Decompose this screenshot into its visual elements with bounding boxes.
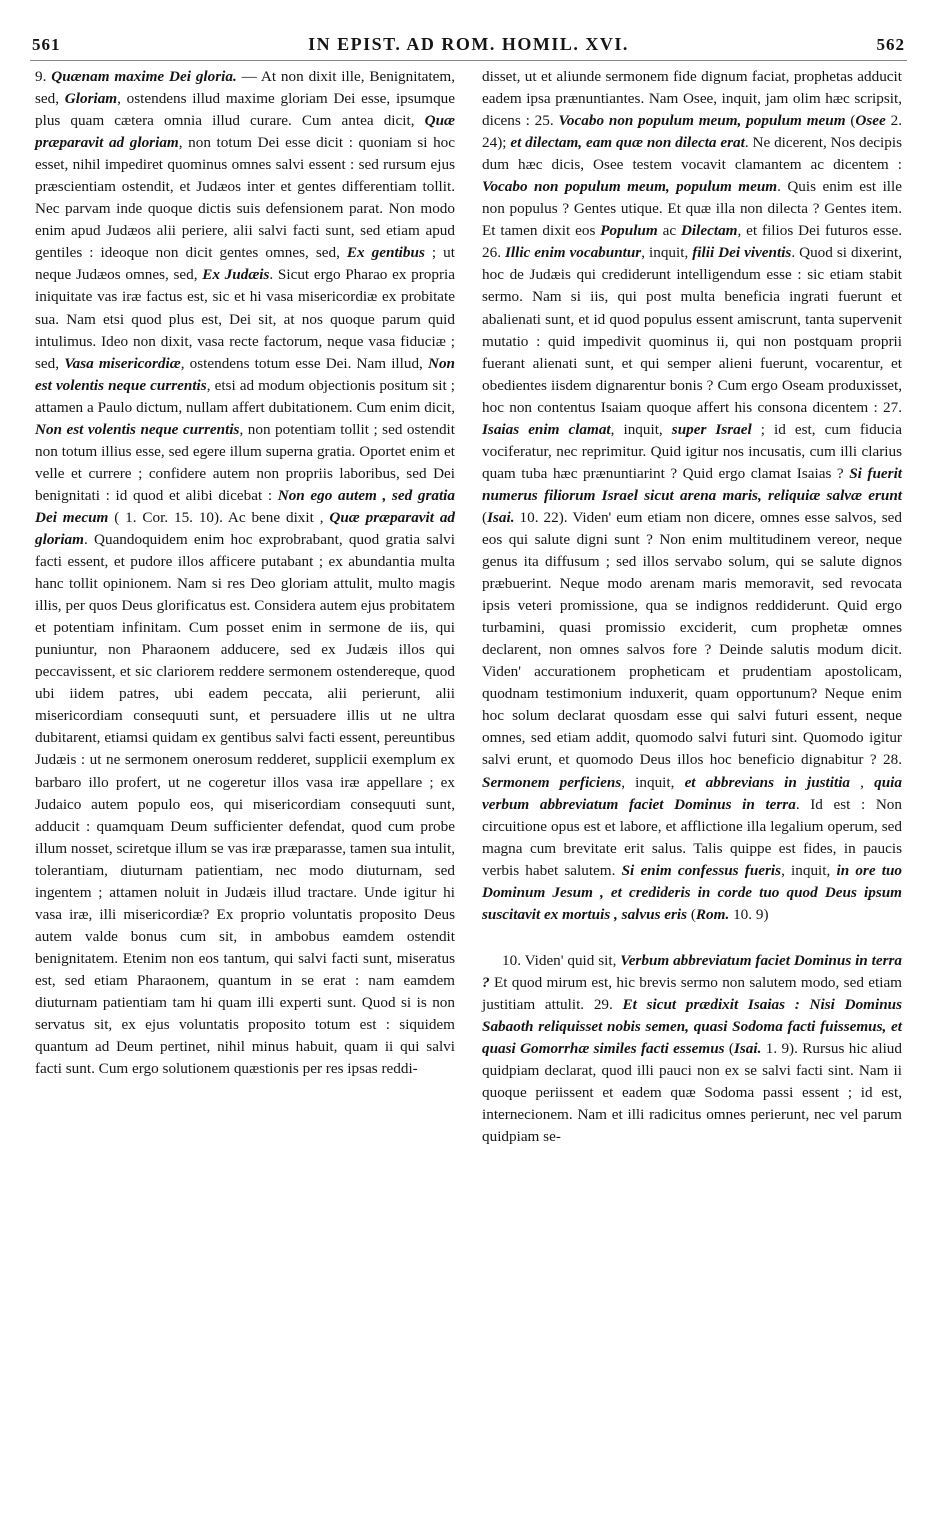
italic-citation: Si enim confessus fueris (621, 861, 782, 879)
italic-citation: Quænam maxime Dei gloria. (51, 68, 237, 85)
italic-citation: Et sicut prædixit Isaias : Nisi Dominus Sabaoth reliquisset nobis semen, quasi Sodoma facti fuissemus, et quasi Gomorrhæ similes facti essemus (482, 995, 902, 1058)
italic-citation: Ex gentibus (346, 244, 425, 262)
italic-citation: super Israel (671, 420, 752, 438)
italic-citation: Non ego autem , sed gratia Dei mecum (35, 486, 455, 526)
paragraph-9: 9. Quænam maxime Dei gloria. — At non dixit ille, Benignitatem, sed, Gloriam, ostendens illud maxime gloriam Dei esse, ipsumque plus quam cætera omnia illud curare. Cum antea dicit, Quæ præparavit ad gloriam, non totum Dei esse dicit : quoniam si hoc esset, nihil impediret quominus omnes salvi essent : sed rursum ejus præscientiam ostendit, et Judæos inter et gentes differentiam tollit. Nec parvam inde quoque dictis suis defensionem parat. Non modo enim apud Judæos alii periere, alii salvi facti sunt, sed etiam apud gentiles : ideoque non dicit gentes omnes, sed, Ex gentibus ; ut neque Judæos omnes, sed, Ex Judæis. Sicut ergo Pharao ex propria iniquitate vas iræ factus est, sic et hi vasa misericordiæ ex probitate sua. Nam etsi quod plus est, Dei sit, at nos quoque parum quid intulimus. Ideo non dixit, vasa recte factorum, neque vasa fiduciæ ; sed, Vasa misericordiæ, ostendens totum esse Dei. Nam illud, Non est volentis neque currentis, etsi ad modum objectionis positum sit ; attamen a Paulo dictum, nullam affert dubitationem. Cum enim dicit, Non est volentis neque currentis, non potentiam tollit ; sed ostendit non totum illius esse, sed egere illum superna gratia. Oportet enim et velle et currere ; confidere autem non propriis laboribus, sed Dei benignitati : id quod et alibi dicebat : Non ego autem , sed gratia Dei mecum ( 1. Cor. 15. 10). Ac bene dixit , Quæ præparavit ad gloriam. Quandoquidem enim hoc exprobrabant, quod gratia salvi facti essent, et pudore illos afficere putabant ; ex abundantia multa hanc tollit opinionem. Nam si res Deo gloriam attulit, multo magis illis, per quos Deus glorificatus est. Considera autem ejus probitatem et potentiam infinitam. Cum posset enim in sermone de iis, qui puniuntur, non Pharaonem adducere, sed ex Judæis illos qui peccavissent, et sic clariorem reddere sermonem ostendereque, quod ubi iidem patres, ubi eadem peccata, alii perierunt, alii misericordiam consequuti sunt, et persuadere illis ut ne ultra dubitarent, etiamsi quidam ex gentibus salvi facti essent, pereuntibus Judæis : ut ne sermonem onerosum redderet, supplicii exemplum ex barbaro illo profert, ut ne cogeretur illos vasa iræ appellare ; ex Judaico autem populo eos, qui misericordiam consequuti sunt, adducit : quamquam Deum sufficienter defendat, quod cum probe illum nosset, sciretque illum se vas iræ præparasse, tamen sua intulit, tolerantiam, diuturnam patientiam, nec modo diuturnam, sed ingentem ; attamen noluit in Judæis illud tractare. Unde igitur hi vasa iræ, illi misericordiæ? Ex proprio voluntatis proposito Deus autem valde bonus cum sit, in ambobus eamdem ostendit benignitatem. Etenim non eos tantum, qui salvi facti sunt, miseratus est, sed etiam Pharaonem, quantum in se erat : nam eamdem diuturnam patientiam tam hi quam illi experti sunt. Quod si is non servatus sit, ex ejus voluntatis proposito totum est : siquidem quantum ad Deum pertinet, nihil minus habuit, quam ii qui salvi facti sunt. Cum ergo solutionem quæstionis per res ipsas reddi- (35, 68, 456, 1078)
italic-citation: Sermonem perficiens (482, 773, 622, 791)
running-header (32, 34, 905, 58)
right-column (482, 66, 902, 1148)
italic-citation: Verbum abbreviatum faciet Dominus in terra ? (482, 951, 902, 991)
italic-citation: Non est volentis neque currentis (35, 420, 240, 438)
italic-citation: Ex Judæis (202, 266, 270, 284)
page-number-right: 562 (876, 35, 905, 54)
italic-citation: Quæ præparavit ad gloriam (35, 112, 455, 152)
italic-citation: Isai. (733, 1040, 762, 1058)
page-number-left: 561 (32, 35, 61, 54)
italic-citation: Dilectam (680, 222, 738, 240)
italic-citation: Gloriam (64, 90, 118, 108)
left-column (35, 66, 455, 1080)
paragraph-9-continued: disset, ut et aliunde sermonem fide dignum faciat, prophetas adducit eadem ipsa prænuntiantes. Nam Osee, inquit, jam olim hæc scripsit, dicens : 25. Vocabo non populum meum, populum meum (Osee 2. 24); et dilectam, eam quæ non dilecta erat. Ne dicerent, Nos decipis dum hæc dicis, Osee testem vocavit clamantem ac dicentem : Vocabo non populum meum, populum meum. Quis enim est ille non populus ? Gentes utique. Et quæ illa non dilecta ? Gentes item. Et tamen dixit eos Populum ac Dilectam, et filios Dei futuros esse. 26. Illic enim vocabuntur, inquit, filii Dei viventis. Quod si dixerint, hoc de Judæis qui crediderunt intelligendum esse : sic etiam stabit sermo. Nam si iis, qui post multa beneficia ingrati fuerunt et abalienati sunt, et id quod populus essent amiscrunt, tanta supervenit mutatio : quid impedivit quominus ii, qui non postquam proprii fuerant alienati sunt, et qui semper alieni fuerunt, vocarentur, et obedientes iisdem dignarentur bonis ? Cum ergo Oseam produxisset, hoc non contentus Isaiam quoque affert his consona dicentem : 27. Isaias enim clamat, inquit, super Israel ; id est, cum fiducia vociferatur, nec reprimitur. Quid igitur nos incusatis, cum illi clarius quam tuba hæc prænuntiarint ? Quid ergo clamat Isaias ? Si fuerit numerus filiorum Israel sicut arena maris, reliquiæ salvæ erunt (Isai. 10. 22). Viden' eum etiam non dicere, omnes esse salvos, sed eos qui salute digni sunt ? Non enim multitudinem vereor, neque genus ita diffusum ; sed illos servabo solum, qui se salute dignos præbuerint. Neque modo arenam maris memoravit, sed revocata ipsis veteri promissione, qua se indignos reddiderunt. Quid ergo turbamini, quasi promissio exciderit, cum prophetæ omnes declarent, non omnes salvos fore ? Deinde salutis modum dicit. Viden' accurationem propheticam et prudentiam apostolicam, quodnam testimonium induxerit, quam opportunum? Neque enim hoc solum declarat quosdam esse qui salvi futuri essent, neque omnes, sed etiam addit, quomodo salvi futuri sint. Quomodo igitur salvi erunt, et quomodo Deus illos hoc beneficio dignabitur ? 28. Sermonem perficiens, inquit, et abbrevians in justitia , quia verbum abbreviatum faciet Dominus in terra. Id est : Non circuitione opus est et labore, et afflictione illa legalium operum, sed magna cum brevitate erit salus. Talis quippe est fides, in paucis verbis habet salutem. Si enim confessus fueris, inquit, in ore tuo Dominum Jesum , et credideris in corde tuo quod Deus ipsum suscitavit ex mortuis , salvus eris (Rom. 10. 9) (482, 68, 903, 923)
italic-citation: et abbrevians in justitia (684, 773, 851, 791)
italic-citation: Isaias enim clamat (482, 420, 611, 438)
running-title: IN EPIST. AD ROM. HOMIL. XVI. (308, 34, 629, 54)
italic-citation: Non est volentis neque currentis (35, 354, 456, 394)
italic-citation: et dilectam, eam quæ non dilecta erat (510, 134, 745, 152)
italic-citation: Populum (600, 222, 658, 240)
italic-citation: Isai. (487, 508, 515, 526)
italic-citation: filii Dei viventis (692, 244, 792, 262)
italic-citation: Vocabo non populum meum, populum meum (558, 112, 846, 130)
italic-citation: Illic enim vocabuntur (504, 244, 642, 262)
header-rule (30, 60, 907, 61)
italic-citation: Rom. (695, 905, 730, 923)
italic-citation: Vasa misericordiæ (64, 354, 181, 372)
italic-citation: Si fuerit numerus filiorum Israel sicut arena maris, reliquiæ salvæ erunt (482, 464, 903, 504)
italic-citation: in ore tuo Dominum Jesum , et credideris in corde tuo quod Deus ipsum suscitavit ex mortuis , salvus eris (482, 861, 902, 923)
italic-citation: Osee (855, 112, 886, 130)
italic-citation: Quæ præparavit ad gloriam (35, 508, 456, 548)
paragraph-10: 10. Viden' quid sit, Verbum abbreviatum faciet Dominus in terra ? Et quod mirum est, hic brevis sermo non salutem modo, sed etiam justitiam attulit. 29. Et sicut prædixit Isaias : Nisi Dominus Sabaoth reliquisset nobis semen, quasi Sodoma facti fuissemus, et quasi Gomorrhæ similes facti essemus (Isai. 1. 9). Rursus hic aliud quidpiam declarat, quod illi pauci non ex se salvi facti sint. Nam ii quoque periissent et eadem quæ Sodoma passi essent ; id est, internecionem. Nam et illi radicitus omnes perierunt, nec vel parum quidpiam se- (482, 951, 902, 1146)
italic-citation: quia verbum abbreviatum faciet Dominus in terra (482, 773, 902, 813)
italic-citation: Vocabo non populum meum, populum meum (482, 178, 778, 196)
